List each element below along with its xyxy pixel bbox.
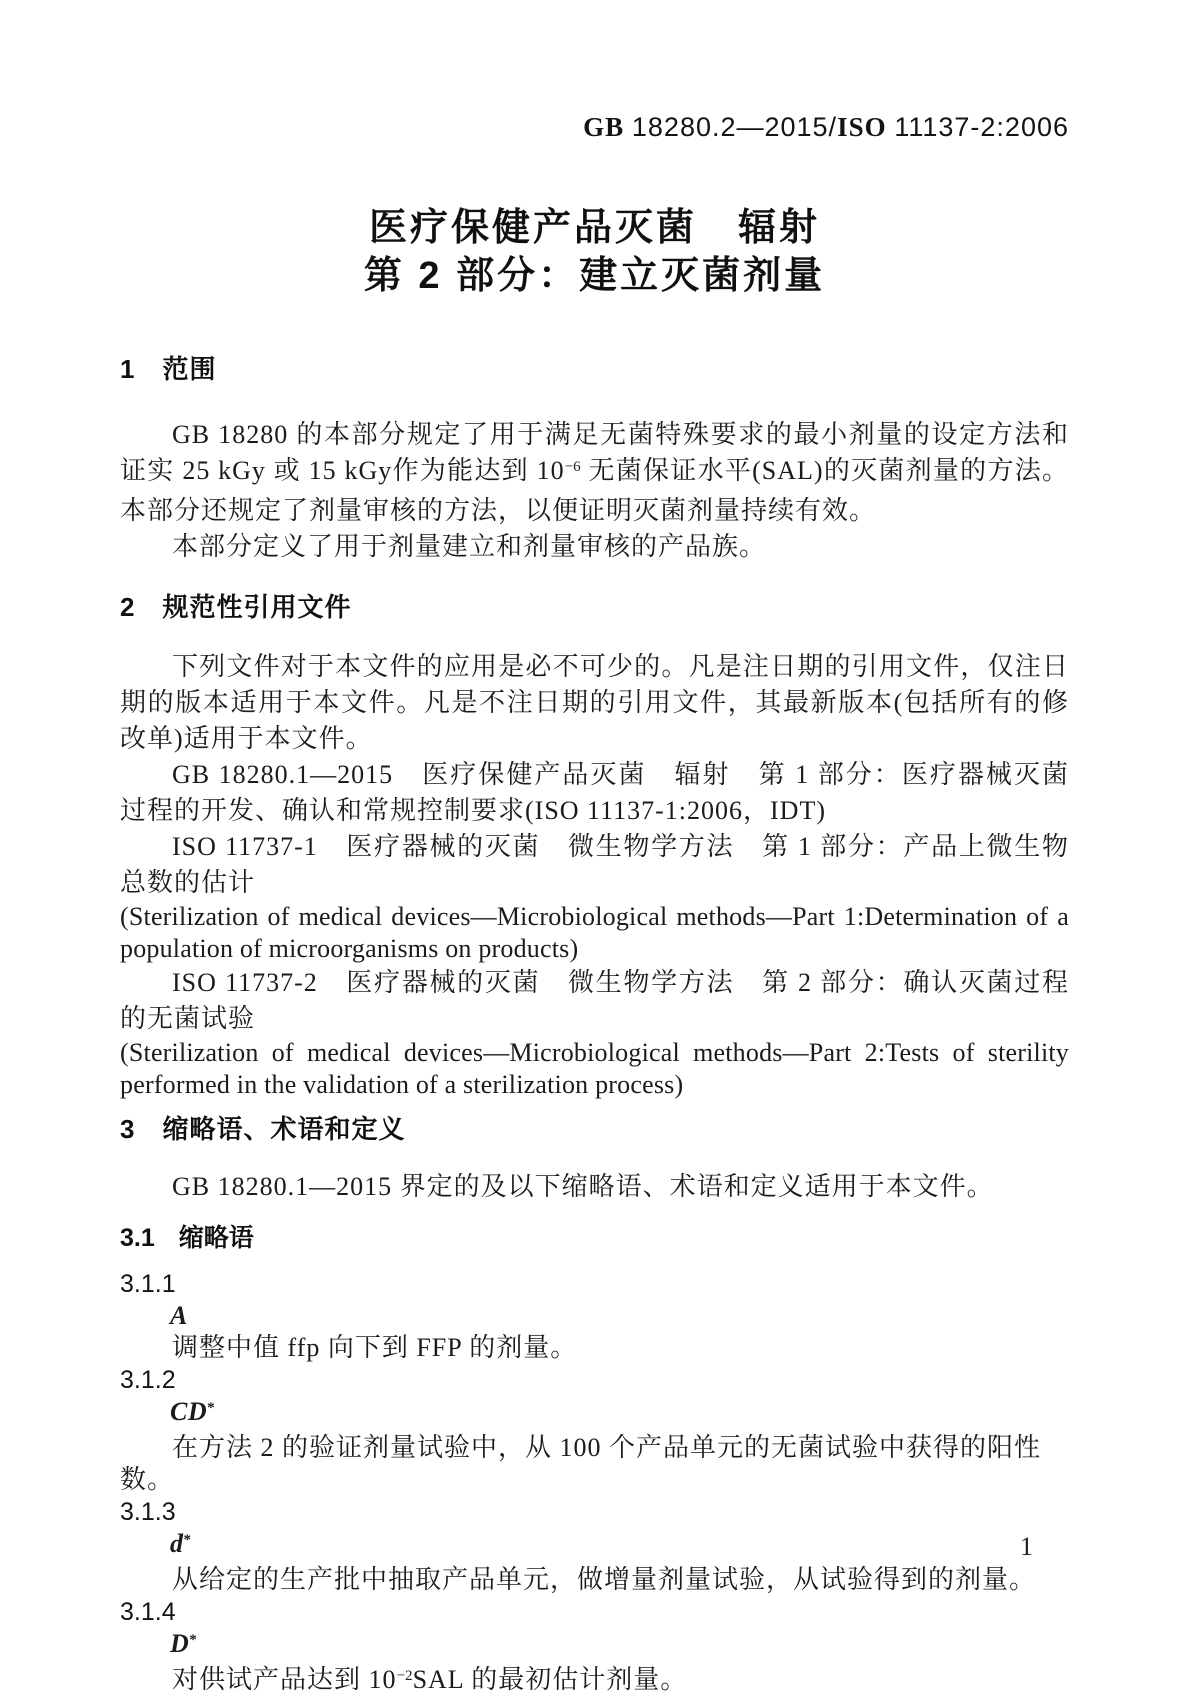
term-definition: 对供试产品达到 $10^{-2}SAL$ 的最初估计剂量。 bbox=[172, 1665, 688, 1694]
page-number: 1 bbox=[1020, 1532, 1033, 1561]
section-1-title: 范围 bbox=[162, 354, 217, 384]
term-symbol: CD* bbox=[170, 1397, 215, 1426]
term-clause-number: 3.1.1 bbox=[120, 1270, 176, 1298]
term-symbol: D* bbox=[170, 1629, 197, 1658]
section-2-heading bbox=[120, 592, 1069, 622]
reference-item-gb18280-1: GB 18280.1—2015 医疗保健产品灭菌 辐射 第 1 部分：医疗器械灭菌过程的开发、确认和常规控制要求(ISO 11137-1:2006，IDT) bbox=[120, 760, 1069, 825]
document-title-line-2: 第 2 部分：建立灭菌剂量 bbox=[363, 255, 826, 297]
reference-item-iso11737-1-zh: ISO 11737-1 医疗器械的灭菌 微生物学方法 第 1 部分：产品上微生物总数的估计 bbox=[120, 832, 1069, 897]
section-2-title: 规范性引用文件 bbox=[162, 592, 352, 622]
term-definition: 从给定的生产批中抽取产品单元，做增量剂量试验，从试验得到的剂量。 bbox=[172, 1565, 1037, 1594]
section-1-number: 1 bbox=[120, 354, 135, 384]
document-title bbox=[120, 204, 1069, 300]
document-title-line-1: 医疗保健产品灭菌 辐射 bbox=[368, 207, 820, 249]
abbreviation-terms-list bbox=[120, 1268, 1069, 1700]
section-1-heading bbox=[120, 354, 1069, 384]
section-3-heading bbox=[120, 1114, 1069, 1144]
term-definition: 调整中值 ffp 向下到 FFP 的剂量。 bbox=[172, 1333, 578, 1362]
terms-intro-paragraph: GB 18280.1—2015 界定的及以下缩略语、术语和定义适用于本文件。 bbox=[172, 1172, 994, 1201]
subsection-3-1-heading bbox=[120, 1223, 1069, 1253]
term-symbol: A bbox=[170, 1301, 188, 1330]
term-clause-number: 3.1.3 bbox=[120, 1498, 176, 1526]
scope-paragraph-2: 本部分定义了用于剂量建立和剂量审核的产品族。 bbox=[172, 532, 767, 561]
reference-item-iso11737-2-zh: ISO 11737-2 医疗器械的灭菌 微生物学方法 第 2 部分：确认灭菌过程的无菌试验 bbox=[120, 968, 1069, 1033]
term-definition: 在方法 2 的验证剂量试验中，从 100 个产品单元的无菌试验中获得的阳性数。 bbox=[120, 1433, 1042, 1494]
term-clause-number: 3.1.4 bbox=[120, 1598, 176, 1626]
reference-item-iso11737-2-en: (Sterilization of medical devices—Microbiological methods—Part 2:Tests of sterility performed in the validation of a sterilization process) bbox=[120, 1038, 1069, 1099]
scope-paragraph-1: GB 18280 的本部分规定了用于满足无菌特殊要求的最小剂量的设定方法和证实 25 kGy 或 15 kGy作为能达到 $10^{-6}$ 无菌保证水平(SAL)的灭菌剂量的方法。本部分还规定了剂量审核的方法，以便证明灭菌剂量持续有效。 bbox=[120, 420, 1070, 525]
term-clause-number: 3.1.2 bbox=[120, 1366, 176, 1394]
subsection-3-1-number: 3.1 bbox=[120, 1224, 155, 1252]
reference-item-iso11737-1-en: (Sterilization of medical devices—Microbiological methods—Part 1:Determination of a population of microorganisms on products) bbox=[120, 902, 1069, 963]
term-block-3-1-2 bbox=[120, 1364, 1069, 1496]
standard-number-header: GB 18280.2—2015/ISO 11137-2:2006 bbox=[583, 112, 1069, 142]
normative-references-paragraph: 下列文件对于本文件的应用是必不可少的。凡是注日期的引用文件，仅注日期的版本适用于本文件。凡是不注日期的引用文件，其最新版本(包括所有的修改单)适用于本文件。 bbox=[120, 652, 1069, 753]
term-block-3-1-3 bbox=[120, 1496, 1069, 1596]
page-content bbox=[120, 0, 1069, 1700]
section-3-title: 缩略语、术语和定义 bbox=[162, 1114, 406, 1144]
term-symbol: d* bbox=[170, 1529, 192, 1558]
subsection-3-1-title: 缩略语 bbox=[178, 1224, 254, 1252]
term-block-3-1-4 bbox=[120, 1596, 1069, 1700]
term-block-3-1-1 bbox=[120, 1268, 1069, 1364]
section-2-number: 2 bbox=[120, 592, 135, 622]
section-3-number: 3 bbox=[120, 1114, 135, 1144]
